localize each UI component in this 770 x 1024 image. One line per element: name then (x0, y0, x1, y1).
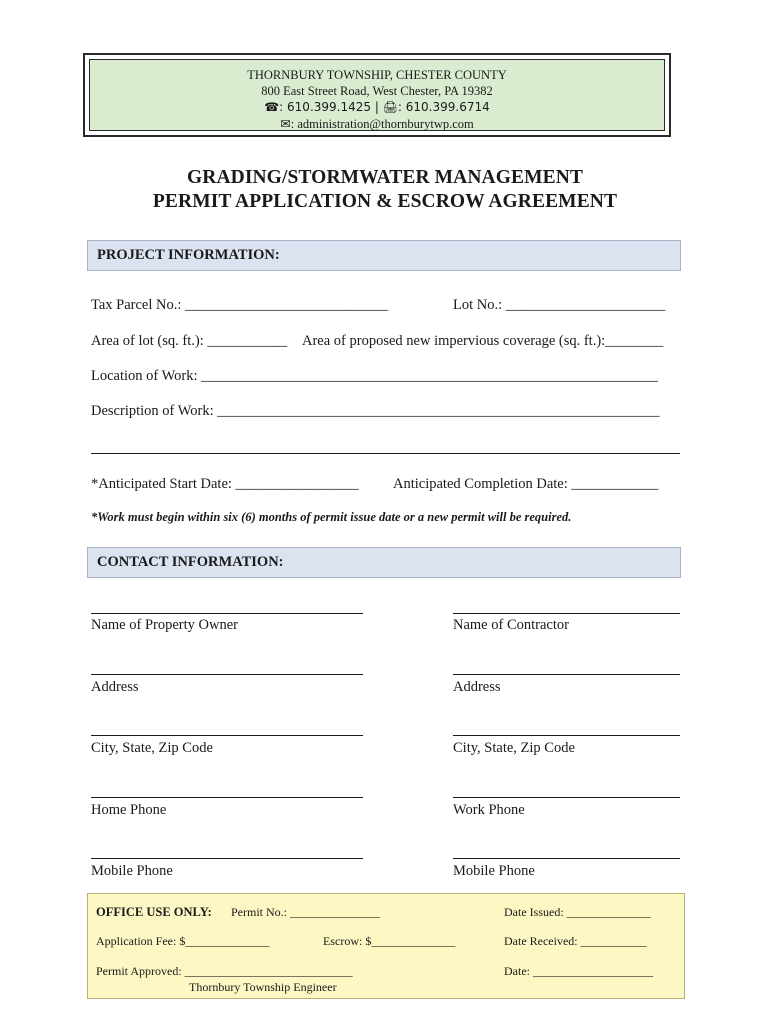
owner-city-label: City, State, Zip Code (91, 740, 213, 756)
location-of-work-field[interactable]: Location of Work: _______________________________________________________________ (91, 368, 658, 384)
township-email: ✉: administration@thornburytwp.com (280, 117, 474, 131)
application-fee-field[interactable]: Application Fee: $______________ (96, 934, 270, 948)
owner-address-line[interactable] (91, 674, 363, 675)
property-owner-line[interactable] (91, 613, 363, 614)
permit-approved-field[interactable]: Permit Approved: ____________________________ (96, 964, 353, 978)
work-phone-label: Work Phone (453, 802, 525, 818)
description-of-work-field[interactable]: Description of Work: _____________________________________________________________ (91, 403, 660, 419)
anticipated-start-date-field[interactable]: *Anticipated Start Date: _________________ (91, 476, 359, 492)
owner-address-label: Address (91, 679, 139, 695)
township-address: 800 East Street Road, West Chester, PA 19382 (261, 84, 493, 98)
contractor-city-line[interactable] (453, 735, 680, 736)
project-information-header (87, 240, 681, 271)
home-phone-label: Home Phone (91, 802, 167, 818)
owner-mobile-label: Mobile Phone (91, 863, 173, 879)
lot-no-field[interactable]: Lot No.: ______________________ (453, 297, 666, 313)
form-title-line2: PERMIT APPLICATION & ESCROW AGREEMENT (152, 191, 618, 212)
contractor-mobile-label: Mobile Phone (453, 863, 535, 879)
contractor-address-line[interactable] (453, 674, 680, 675)
work-phone-line[interactable] (453, 797, 680, 798)
owner-city-line[interactable] (91, 735, 363, 736)
tax-parcel-field[interactable]: Tax Parcel No.: ____________________________ (91, 297, 389, 313)
escrow-field[interactable]: Escrow: $______________ (323, 934, 456, 948)
contact-information-label: CONTACT INFORMATION: (97, 554, 284, 570)
area-of-lot-field[interactable]: Area of lot (sq. ft.): ___________ (91, 333, 288, 349)
date-issued-field[interactable]: Date Issued: ______________ (504, 905, 651, 919)
contractor-label: Name of Contractor (453, 617, 569, 633)
office-use-box (87, 893, 685, 999)
home-phone-line[interactable] (91, 797, 363, 798)
contractor-address-label: Address (453, 679, 501, 695)
township-phone-fax: ☎: 610.399.1425 | 🖨: 610.399.6714 (264, 100, 490, 114)
approval-date-field[interactable]: Date: ____________________ (504, 964, 653, 978)
township-header-inner (89, 59, 665, 131)
property-owner-label: Name of Property Owner (91, 617, 238, 633)
township-name: THORNBURY TOWNSHIP, CHESTER COUNTY (247, 68, 507, 82)
contractor-line[interactable] (453, 613, 680, 614)
permit-no-field[interactable]: Permit No.: _______________ (231, 905, 380, 919)
owner-mobile-line[interactable] (91, 858, 363, 859)
project-information-label: PROJECT INFORMATION: (97, 247, 280, 263)
form-title-line1: GRADING/STORMWATER MANAGEMENT (187, 167, 583, 188)
contractor-mobile-line[interactable] (453, 858, 680, 859)
engineer-caption: Thornbury Township Engineer (189, 980, 337, 994)
impervious-coverage-field[interactable]: Area of proposed new impervious coverage (sq. ft.):________ (302, 333, 664, 349)
start-date-note: *Work must begin within six (6) months of permit issue date or a new permit will be required. (91, 510, 572, 524)
office-use-label: OFFICE USE ONLY: (96, 905, 212, 919)
description-extra-line[interactable] (91, 453, 680, 454)
contact-information-header (87, 547, 681, 578)
anticipated-completion-date-field[interactable]: Anticipated Completion Date: ____________ (393, 476, 659, 492)
date-received-field[interactable]: Date Received: ___________ (504, 934, 647, 948)
township-header (83, 53, 671, 137)
contractor-city-label: City, State, Zip Code (453, 740, 575, 756)
